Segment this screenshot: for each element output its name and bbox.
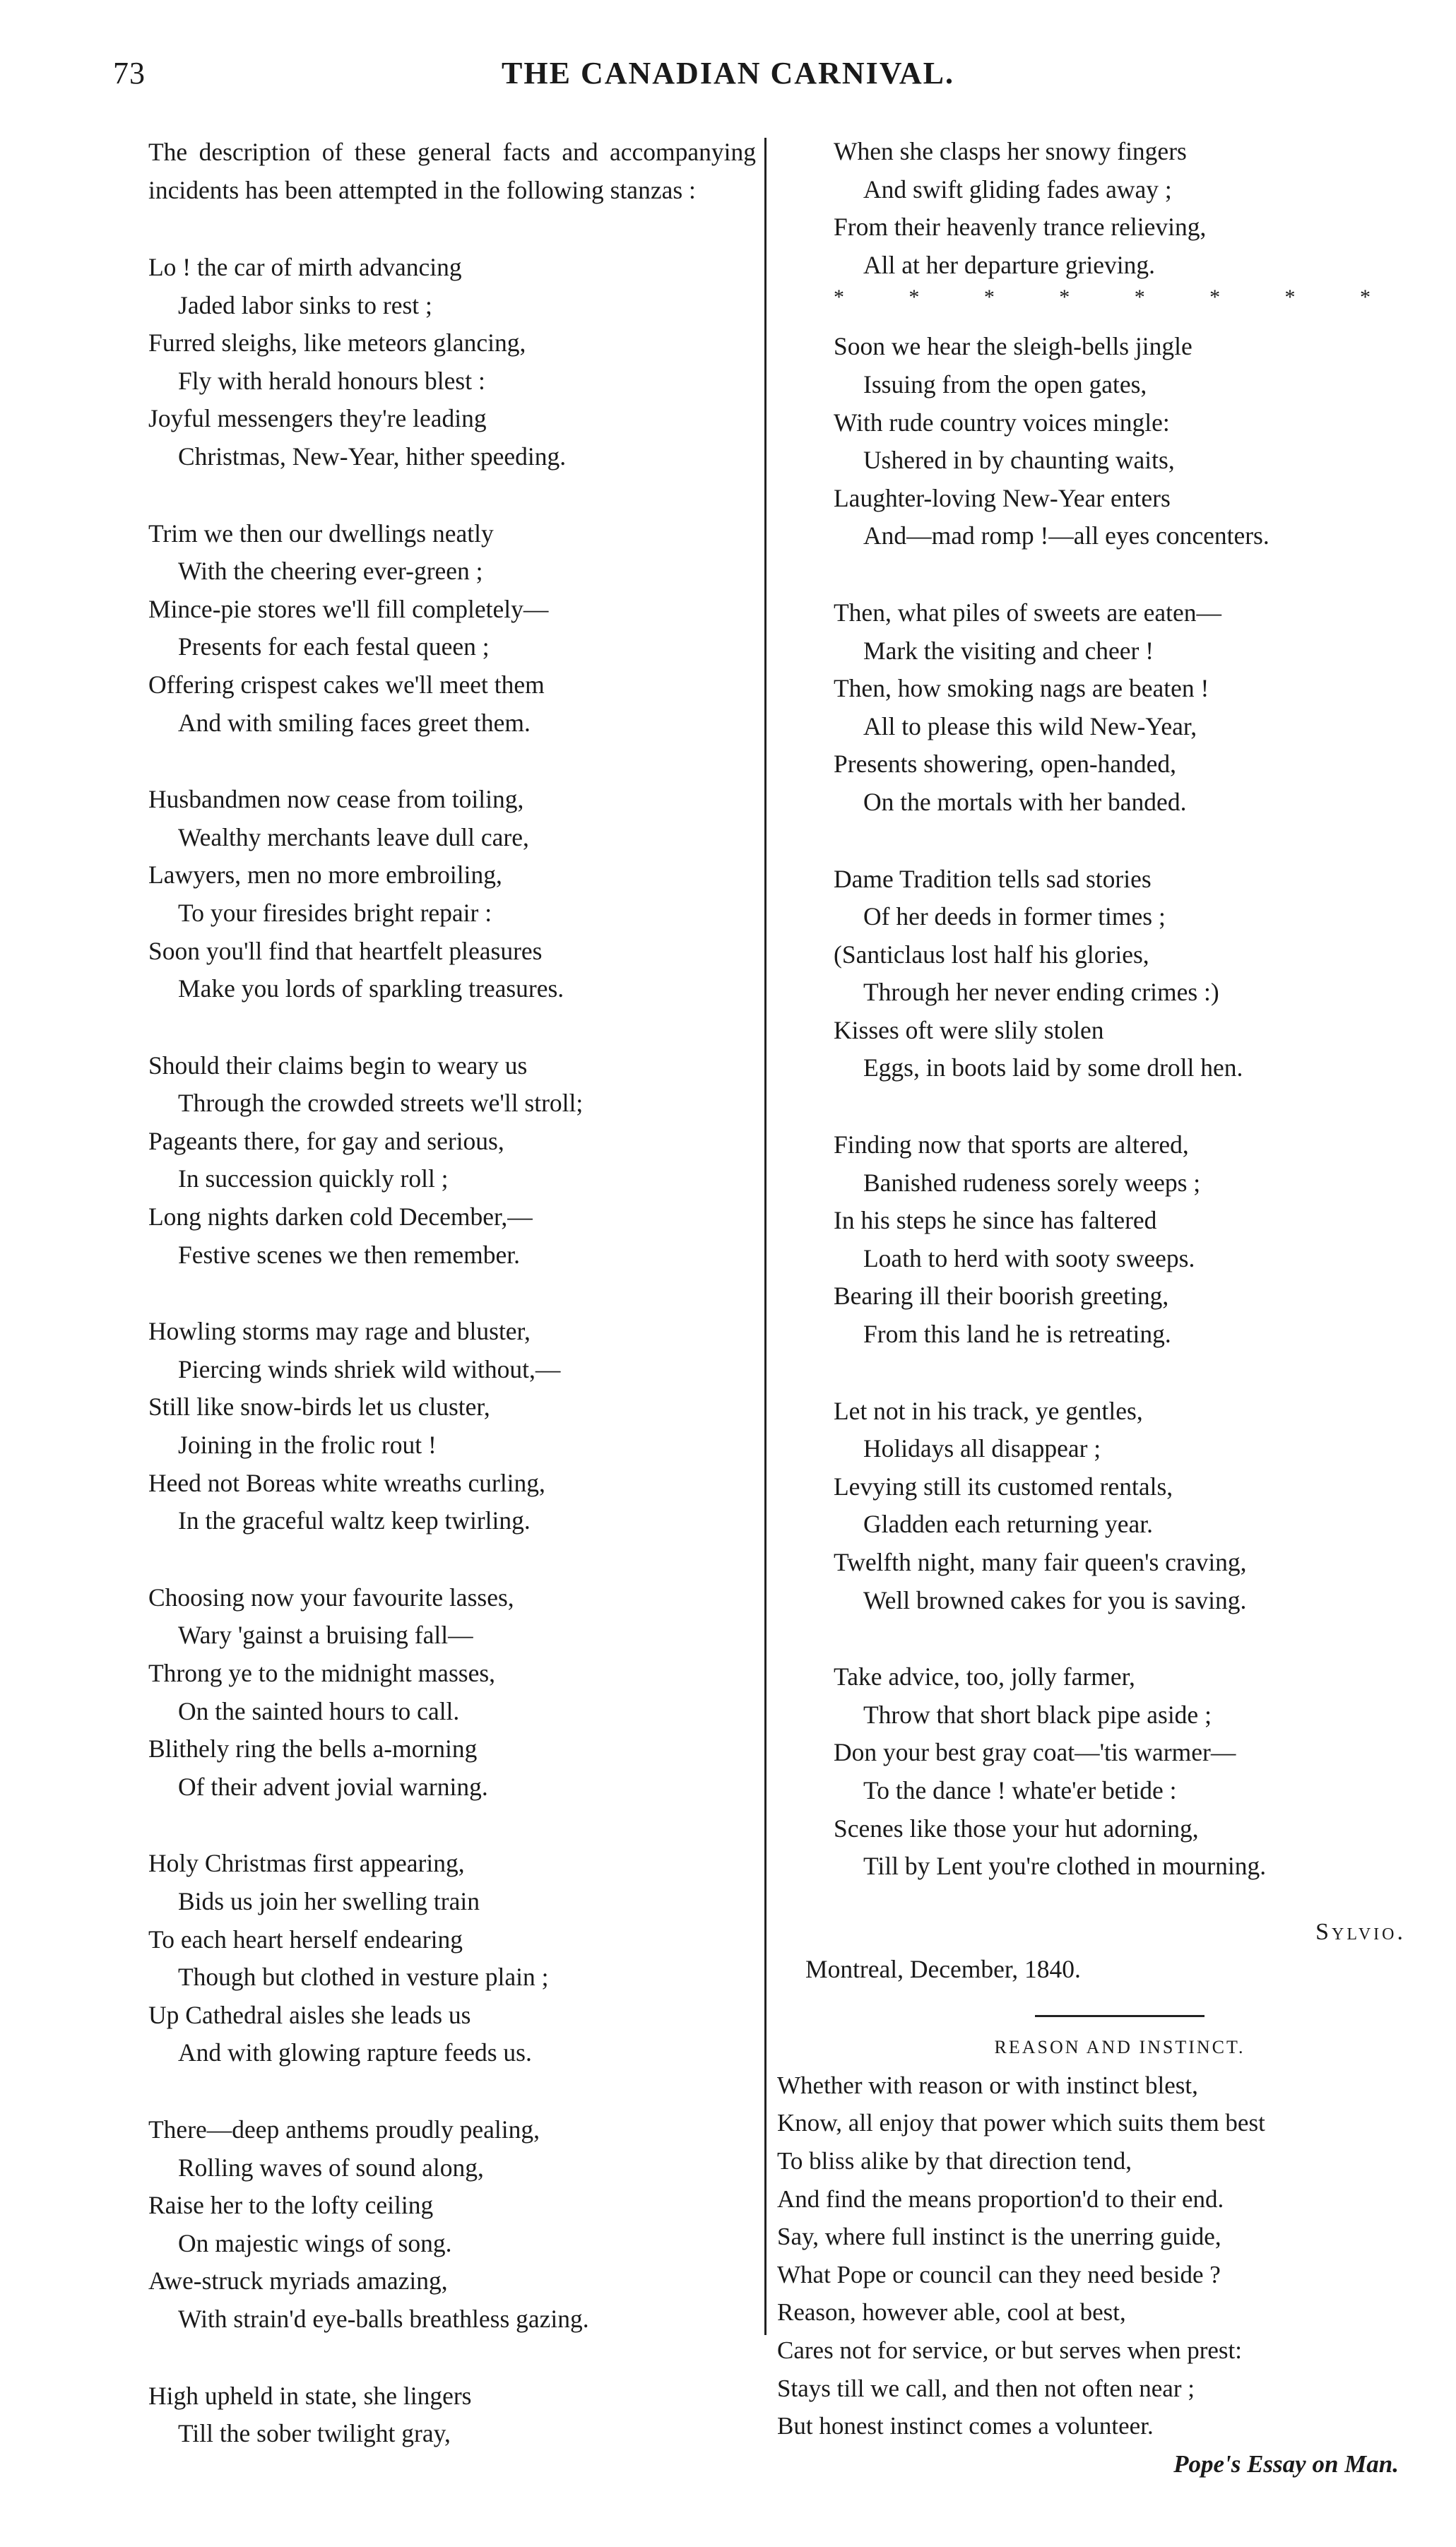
verse-line: Raise her to the lofty ceiling: [148, 2191, 434, 2220]
verse-line: Awe-struck myriads amazing,: [148, 2267, 448, 2295]
verse-line: Heed not Boreas white wreaths curling,: [148, 1468, 545, 1497]
stanza: [148, 1313, 756, 1540]
verse-line: Issuing from the open gates,: [863, 370, 1147, 398]
verse-line: Let not in his track, ye gentles,: [834, 1396, 1143, 1425]
intro-paragraph: The description of these general facts and accompanying incidents has been attempted in the following stanzas :: [148, 138, 756, 204]
reason-poem: [777, 2067, 1413, 2445]
verse-line: Take advice, too, jolly farmer,: [834, 1662, 1135, 1691]
verse-line: And with smiling faces greet them.: [178, 708, 531, 737]
verse-line: Bids us join her swelling train: [178, 1886, 480, 1915]
verse-line: Up Cathedral aisles she leads us: [148, 2000, 471, 2029]
verse-line: Joyful messengers they're leading: [148, 404, 487, 433]
verse-line: There—deep anthems proudly pealing,: [148, 2115, 540, 2144]
verse-line: Laughter-loving New-Year enters: [834, 483, 1171, 512]
verse-line: Soon we hear the sleigh-bells jingle: [834, 332, 1192, 361]
stanza: [834, 1658, 1406, 1886]
verse-line: To your firesides bright repair :: [178, 898, 492, 927]
reason-title: REASON AND INSTINCT.: [994, 2036, 1245, 2057]
asterisk: *: [1284, 285, 1296, 309]
verse-line: Husbandmen now cease from toiling,: [148, 785, 524, 814]
verse-line: Don your best gray coat—'tis warmer—: [834, 1738, 1236, 1767]
verse-line: Choosing now your favourite lasses,: [148, 1583, 514, 1612]
attribution: Pope's Essay on Man.: [1173, 2450, 1399, 2478]
verse-line: With the cheering ever-green ;: [178, 557, 483, 586]
couplet-line: And find the means proportion'd to their end.: [777, 2185, 1224, 2213]
verse-line: Though but clothed in vesture plain ;: [178, 1963, 549, 1992]
section-divider: [1035, 2015, 1205, 2017]
verse-line: Fly with herald honours blest :: [178, 366, 485, 395]
verse-line: Finding now that sports are altered,: [834, 1130, 1189, 1159]
verse-line: Piercing winds shriek wild without,—: [178, 1354, 561, 1383]
verse-line: Through her never ending crimes :): [863, 978, 1219, 1007]
verse-line: Holy Christmas first appearing,: [148, 1849, 465, 1878]
verse-line: Then, how smoking nags are beaten !: [834, 674, 1209, 703]
running-head: THE CANADIAN CARNIVAL.: [502, 56, 954, 90]
verse-line: Till the sober twilight gray,: [178, 2419, 451, 2448]
verse-line: Offering crispest cakes we'll meet them: [148, 670, 545, 699]
verse-line: To each heart herself endearing: [148, 1925, 463, 1954]
asterisk: *: [1359, 285, 1371, 309]
place-date: Montreal, December, 1840.: [805, 1954, 1081, 1983]
stanza: [148, 2111, 756, 2339]
verse-line: With strain'd eye-balls breathless gazing.: [178, 2304, 589, 2333]
verse-line: (Santiclaus lost half his glories,: [834, 940, 1149, 969]
verse-line: To the dance ! whate'er betide :: [863, 1775, 1177, 1804]
stanza: [148, 1047, 756, 1275]
stanza: [148, 781, 756, 1008]
verse-line: Scenes like those your hut adorning,: [834, 1814, 1199, 1843]
verse-line: Dame Tradition tells sad stories: [834, 864, 1152, 893]
verse-line: Jaded labor sinks to rest ;: [178, 290, 432, 319]
verse-line: Gladden each returning year.: [863, 1510, 1154, 1539]
verse-line: All to please this wild New-Year,: [863, 711, 1197, 740]
column-rule: [764, 138, 767, 2335]
verse-line: Mince-pie stores we'll fill completely—: [148, 594, 549, 623]
verse-line: Lo ! the car of mirth advancing: [148, 253, 462, 281]
couplet-line: Stays till we call, and then not often near ;: [777, 2374, 1195, 2402]
verse-line: Pageants there, for gay and serious,: [148, 1126, 504, 1155]
verse-line: Holidays all disappear ;: [863, 1434, 1101, 1463]
asterisk: *: [908, 285, 920, 309]
couplet-line: Know, all enjoy that power which suits them best: [777, 2109, 1265, 2137]
asterisk: *: [1134, 285, 1145, 309]
couplet-line: Whether with reason or with instinct blest,: [777, 2071, 1198, 2099]
verse-line: Ushered in by chaunting waits,: [863, 446, 1175, 475]
verse-line: All at her departure grieving.: [863, 250, 1156, 279]
verse-line: Should their claims begin to weary us: [148, 1051, 528, 1080]
verse-line: Lawyers, men no more embroiling,: [148, 861, 502, 890]
verse-line: With rude country voices mingle:: [834, 408, 1170, 437]
left-column: [148, 133, 756, 2492]
verse-line: Of her deeds in former times ;: [863, 902, 1166, 931]
verse-line: On the sainted hours to call.: [178, 1696, 460, 1725]
couplet-line: Say, where full instinct is the unerring guide,: [777, 2223, 1221, 2251]
verse-line: Christmas, New-Year, hither speeding.: [178, 442, 567, 471]
verse-line: Long nights darken cold December,—: [148, 1202, 533, 1231]
verse-line: From their heavenly trance relieving,: [834, 213, 1207, 242]
verse-line: Banished rudeness sorely weeps ;: [863, 1168, 1201, 1197]
verse-line: In his steps he since has faltered: [834, 1206, 1157, 1235]
verse-line: From this land he is retreating.: [863, 1320, 1171, 1349]
verse-line: And with glowing rapture feeds us.: [178, 2038, 532, 2067]
asterisk: *: [1209, 285, 1221, 309]
stanza: [148, 249, 756, 476]
verse-line: In the graceful waltz keep twirling.: [178, 1506, 531, 1535]
verse-line: Throw that short black pipe aside ;: [863, 1700, 1212, 1729]
verse-line: Wary 'gainst a bruising fall—: [178, 1621, 473, 1650]
verse-line: Blithely ring the bells a-morning: [148, 1735, 478, 1763]
verse-line: On the mortals with her banded.: [863, 787, 1187, 816]
verse-line: Furred sleighs, like meteors glancing,: [148, 329, 526, 357]
verse-line: Of their advent jovial warning.: [178, 1772, 488, 1801]
verse-line: Festive scenes we then remember.: [178, 1240, 521, 1269]
stanza-continued: [834, 133, 1406, 284]
stanza: [834, 1393, 1406, 1620]
right-stanzas: [834, 328, 1406, 1885]
stanza: [834, 861, 1406, 1088]
couplet-line: Reason, however able, cool at best,: [777, 2298, 1126, 2327]
couplet-line: What Pope or council can they need beside ?: [777, 2260, 1221, 2288]
verse-line: Well browned cakes for you is saving.: [863, 1585, 1247, 1614]
verse-line: Presents for each festal queen ;: [178, 632, 490, 661]
verse-line: Trim we then our dwellings neatly: [148, 519, 494, 548]
verse-line: Through the crowded streets we'll stroll;: [178, 1089, 584, 1118]
signature: Sylvio.: [1315, 1918, 1406, 1945]
asterisk: *: [983, 285, 995, 309]
verse-line: Presents showering, open-handed,: [834, 750, 1177, 779]
asterisk: *: [1059, 285, 1070, 309]
verse-line: When she clasps her snowy fingers: [834, 137, 1187, 165]
couplet-line: But honest instinct comes a volunteer.: [777, 2412, 1154, 2440]
verse-line: Wealthy merchants leave dull care,: [178, 822, 529, 851]
asterisk: *: [834, 285, 844, 309]
verse-line: Twelfth night, many fair queen's craving,: [834, 1548, 1247, 1576]
verse-line: Joining in the frolic rout !: [178, 1431, 437, 1460]
verse-line: Throng ye to the midnight masses,: [148, 1659, 496, 1687]
verse-line: Make you lords of sparkling treasures.: [178, 974, 564, 1003]
stanza: [148, 1579, 756, 1807]
verse-line: On majestic wings of song.: [178, 2228, 452, 2257]
couplet-line: Cares not for service, or but serves when prest:: [777, 2336, 1242, 2364]
verse-line: Howling storms may rage and bluster,: [148, 1317, 531, 1346]
stanza: [148, 1845, 756, 2072]
stanza: [148, 515, 756, 743]
left-stanzas: [148, 249, 756, 2453]
stanza: [834, 328, 1406, 555]
stanza: [834, 594, 1406, 822]
verse-line: Rolling waves of sound along,: [178, 2153, 484, 2182]
couplet-line: To bliss alike by that direction tend,: [777, 2146, 1132, 2175]
stanza: [148, 2377, 756, 2453]
verse-line: Soon you'll find that heartfelt pleasures: [148, 936, 543, 965]
verse-line: And swift gliding fades away ;: [863, 175, 1172, 203]
verse-line: Levying still its customed rentals,: [834, 1472, 1173, 1501]
page-number: 73: [113, 56, 146, 90]
verse-line: Till by Lent you're clothed in mourning.: [863, 1852, 1267, 1881]
verse-line: Then, what piles of sweets are eaten—: [834, 598, 1222, 627]
right-column: [777, 133, 1406, 2483]
verse-line: Mark the visiting and cheer !: [863, 636, 1154, 665]
verse-line: And—mad romp !—all eyes concenters.: [863, 521, 1269, 550]
asterism-divider: [834, 280, 1371, 315]
verse-line: Kisses oft were slily stolen: [834, 1015, 1104, 1044]
stanza: [834, 1126, 1406, 1354]
verse-line: High upheld in state, she lingers: [148, 2381, 472, 2410]
verse-line: In succession quickly roll ;: [178, 1164, 449, 1193]
verse-line: Loath to herd with sooty sweeps.: [863, 1243, 1195, 1272]
verse-line: Eggs, in boots laid by some droll hen.: [863, 1053, 1243, 1082]
verse-line: Still like snow-birds let us cluster,: [148, 1393, 490, 1422]
verse-line: Bearing ill their boorish greeting,: [834, 1282, 1169, 1311]
